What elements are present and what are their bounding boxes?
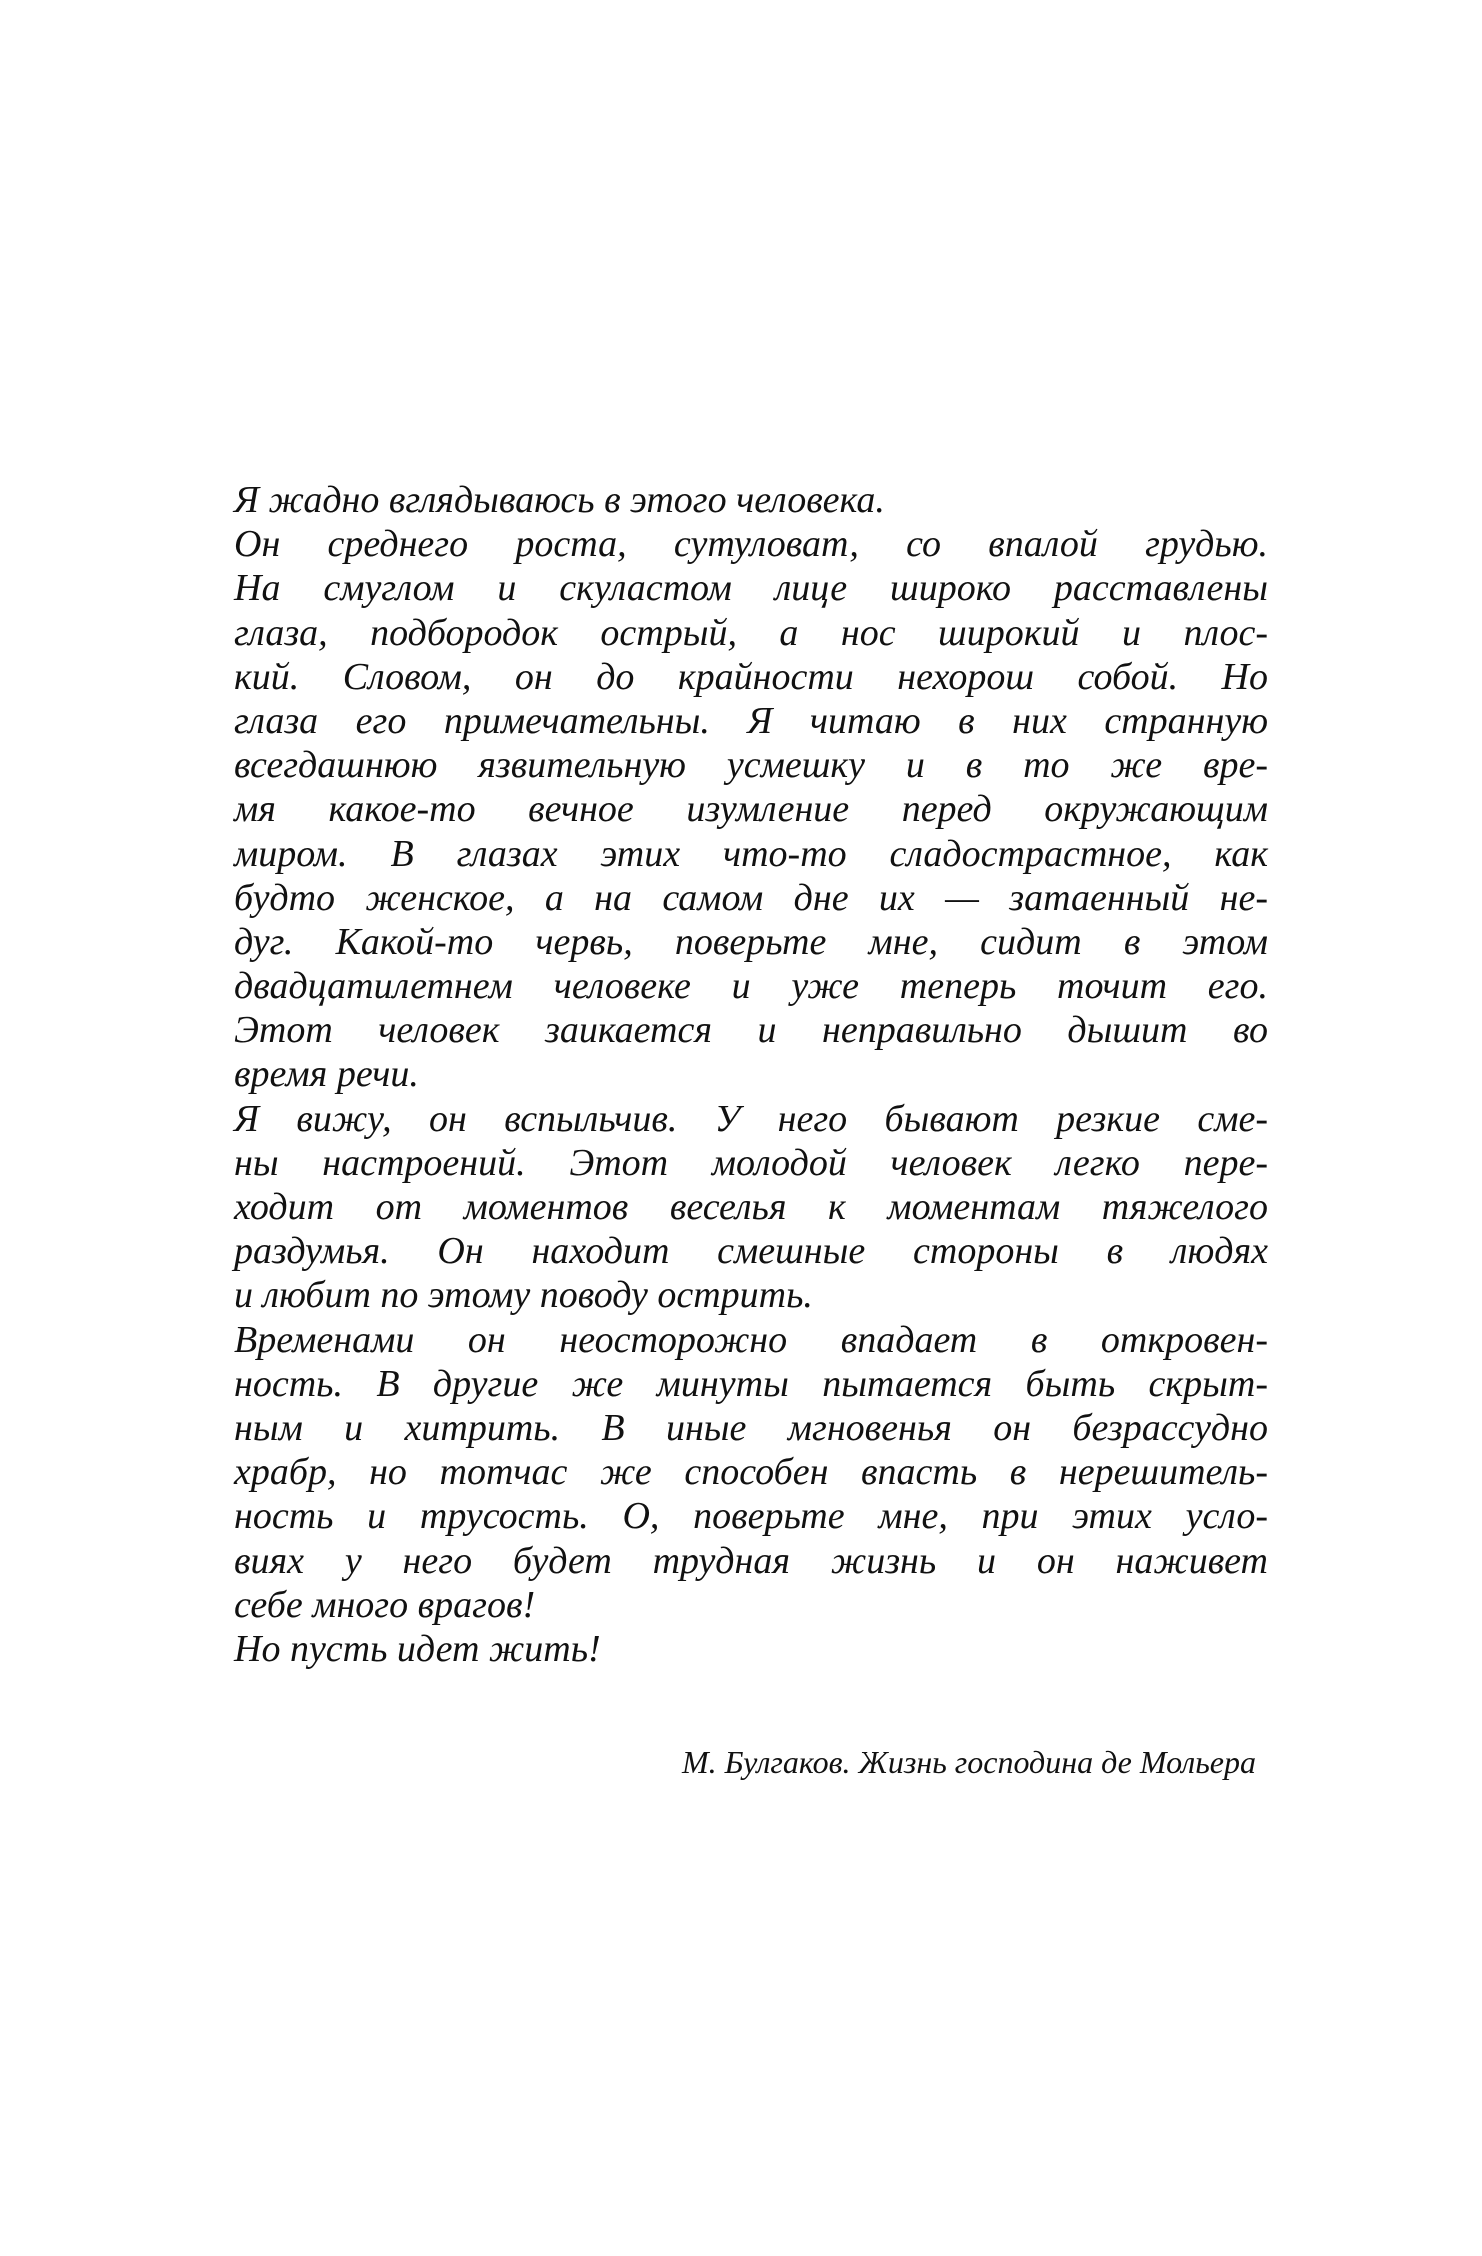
text-line: глаза, подбородок острый, а нос широкий и плос- <box>234 611 1268 654</box>
text-line: Я жадно вглядываюсь в этого человека. <box>234 479 885 521</box>
text-line: глаза его примечательны. Я читаю в них странную <box>234 699 1268 742</box>
text-line: храбр, но тотчас же способен впасть в нерешитель- <box>234 1451 1268 1494</box>
text-line: Но пусть идет жить! <box>234 1627 601 1670</box>
text-line: себе много врагов! <box>234 1583 536 1626</box>
text-line: двадцатилетнем человеке и уже теперь точит его. <box>234 965 1268 1008</box>
text-line: время речи. <box>234 1053 419 1096</box>
epigraph-text <box>234 478 1268 1671</box>
text-line: виях у него будет трудная жизнь и он наживет <box>234 1539 1268 1582</box>
text-line: мя какое-то вечное изумление перед окружающим <box>234 788 1268 831</box>
text-line: ны настроений. Этот молодой человек легко пере- <box>234 1141 1268 1184</box>
text-line: миром. В глазах этих что-то сладострастное, как <box>234 832 1268 875</box>
quote-attribution: М. Булгаков. Жизнь господина де Мольера <box>681 1744 1256 1780</box>
text-line: всегдашнюю язвительную усмешку и в то же вре- <box>234 744 1268 787</box>
text-line: ным и хитрить. В иные мгновенья он безрассудно <box>234 1406 1268 1449</box>
text-line: раздумья. Он находит смешные стороны в людях <box>234 1230 1268 1273</box>
text-line: будто женское, а на самом дне их — затаенный не- <box>234 876 1268 919</box>
text-line: кий. Словом, он до крайности нехорош собой. Но <box>234 655 1268 698</box>
text-line: дуг. Какой-то червь, поверьте мне, сидит в этом <box>234 920 1268 963</box>
text-line: и любит по этому поводу острить. <box>234 1274 813 1317</box>
text-line: Этот человек заикается и неправильно дышит во <box>234 1009 1268 1052</box>
text-line: Я вижу, он вспыльчив. У него бывают резкие сме- <box>234 1097 1268 1140</box>
text-line: ходит от моментов веселья к моментам тяжелого <box>234 1186 1268 1228</box>
text-line: На смуглом и скуластом лице широко расставлены <box>234 567 1268 610</box>
text-line: Он среднего роста, сутуловат, со впалой грудью. <box>234 523 1268 566</box>
text-line: ность и трусость. О, поверьте мне, при этих усло- <box>234 1495 1268 1538</box>
text-line: ность. В другие же минуты пытается быть скрыт- <box>234 1362 1268 1405</box>
text-line: Временами он неосторожно впадает в откровен- <box>234 1318 1268 1361</box>
